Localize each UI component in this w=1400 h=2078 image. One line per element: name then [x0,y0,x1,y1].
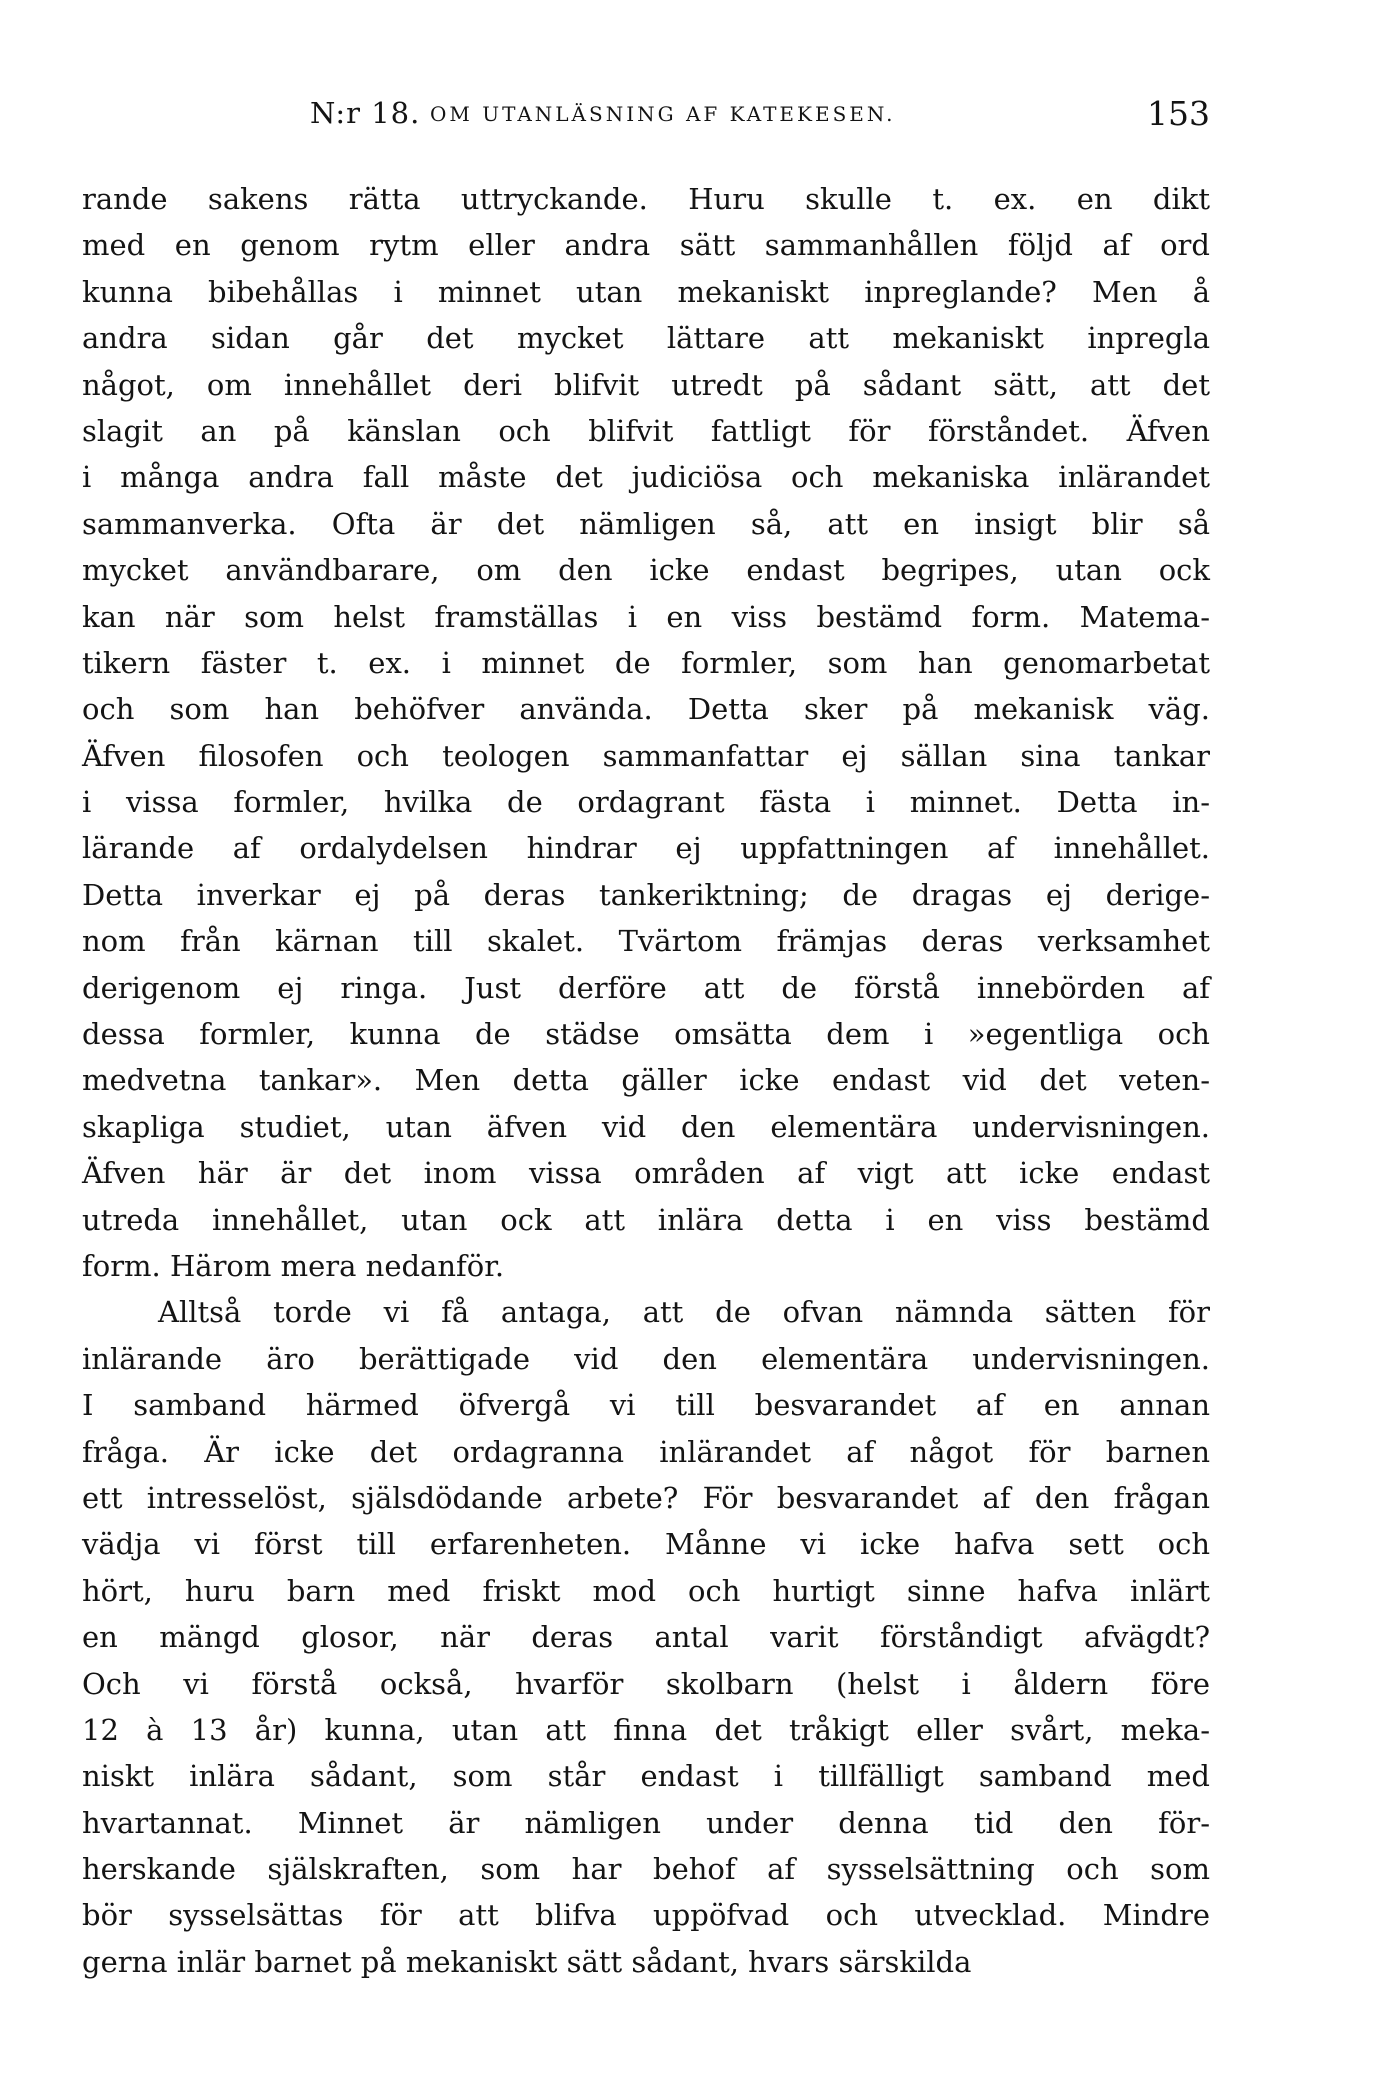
text-line: Äfven filosofen och teologen sammanfattar ej sällan sina tankar [82,738,1210,773]
text-line: lärande af ordalydelsen hindrar ej uppfattningen af innehållet. [82,831,1210,866]
text-line: skapliga studiet, utan äfven vid den elementära undervisningen. [82,1109,1210,1144]
running-head [310,96,1210,146]
page-number: 153 [1147,94,1210,133]
text-line: I samband härmed öfvergå vi till besvarandet af en annan [82,1388,1210,1423]
text-line: kan när som helst framställas i en viss bestämd form. Matema- [82,599,1210,634]
text-line: gerna inlär barnet på mekaniskt sätt sådant, hvars särskilda [82,1944,972,1979]
text-line: ett intresselöst, själsdödande arbete? För besvarandet af den frågan [82,1480,1210,1515]
text-line: dessa formler, kunna de städse omsätta dem i »egentliga och [82,1017,1210,1052]
running-title: OM UTANLÄSNING AF KATEKESEN. [430,102,896,126]
text-line: hvartannat. Minnet är nämligen under denna tid den för- [82,1805,1210,1840]
text-line: nom från kärnan till skalet. Tvärtom främjas deras verksamhet [82,924,1210,959]
text-line: derigenom ej ringa. Just derföre att de förstå innebörden af [82,970,1210,1005]
paragraph [82,176,1210,1289]
body-text [82,176,1210,1985]
text-line: Detta inverkar ej på deras tankeriktning; de dragas ej derige- [82,877,1210,912]
text-line: något, om innehållet deri blifvit utredt på sådant sätt, att det [82,367,1210,402]
text-line: form. Härom mera nedanför. [82,1248,505,1283]
text-line: andra sidan går det mycket lättare att mekaniskt inpregla [82,321,1210,356]
text-line: rande sakens rätta uttryckande. Huru skulle t. ex. en dikt [82,182,1210,216]
text-line: och som han behöfver använda. Detta sker på mekanisk väg. [82,692,1210,727]
issue-number: N:r 18. [310,96,421,130]
text-line: i vissa formler, hvilka de ordagrant fästa i minnet. Detta in- [82,785,1210,820]
text-line: fråga. Är icke det ordagranna inlärandet af något för barnen [82,1434,1210,1469]
text-line: sammanverka. Ofta är det nämligen så, att en insigt blir så [82,506,1210,541]
text-line: inlärande äro berättigade vid den elementära undervisningen. [82,1341,1210,1376]
text-line: Och vi förstå också, hvarför skolbarn (helst i åldern före [82,1666,1210,1701]
text-line: Äfven här är det inom vissa områden af vigt att icke endast [82,1156,1210,1191]
text-line: utreda innehållet, utan ock att inlära detta i en viss bestämd [82,1202,1210,1237]
text-line: kunna bibehållas i minnet utan mekaniskt inpreglande? Men å [82,274,1210,309]
text-line: herskande själskraften, som har behof af sysselsättning och som [82,1852,1210,1887]
text-line: mycket användbarare, om den icke endast begripes, utan ock [82,553,1210,588]
paragraph-container [82,176,1210,1985]
text-line: 12 à 13 år) kunna, utan att finna det tråkigt eller svårt, meka- [82,1712,1210,1747]
text-line: medvetna tankar». Men detta gäller icke endast vid det veten- [82,1063,1210,1098]
text-line: slagit an på känslan och blifvit fattligt för förståndet. Äfven [82,413,1210,448]
text-line: en mängd glosor, när deras antal varit förståndigt afvägdt? [82,1620,1210,1655]
text-line: Alltså torde vi få antaga, att de ofvan nämnda sätten för [158,1295,1210,1330]
text-line: niskt inlära sådant, som står endast i tillfälligt samband med [82,1759,1210,1794]
text-line: hört, huru barn med friskt mod och hurtigt sinne hafva inlärt [82,1573,1210,1608]
text-line: i många andra fall måste det judiciösa och mekaniska inlärandet [82,460,1210,495]
text-line: tikern fäster t. ex. i minnet de formler, som han genomarbetat [82,645,1210,680]
text-line: vädja vi först till erfarenheten. Månne vi icke hafva sett och [82,1527,1210,1562]
text-line: med en genom rytm eller andra sätt sammanhållen följd af ord [82,228,1210,263]
text-line: bör sysselsättas för att blifva uppöfvad och utvecklad. Mindre [82,1898,1210,1933]
paragraph [82,1289,1210,1985]
